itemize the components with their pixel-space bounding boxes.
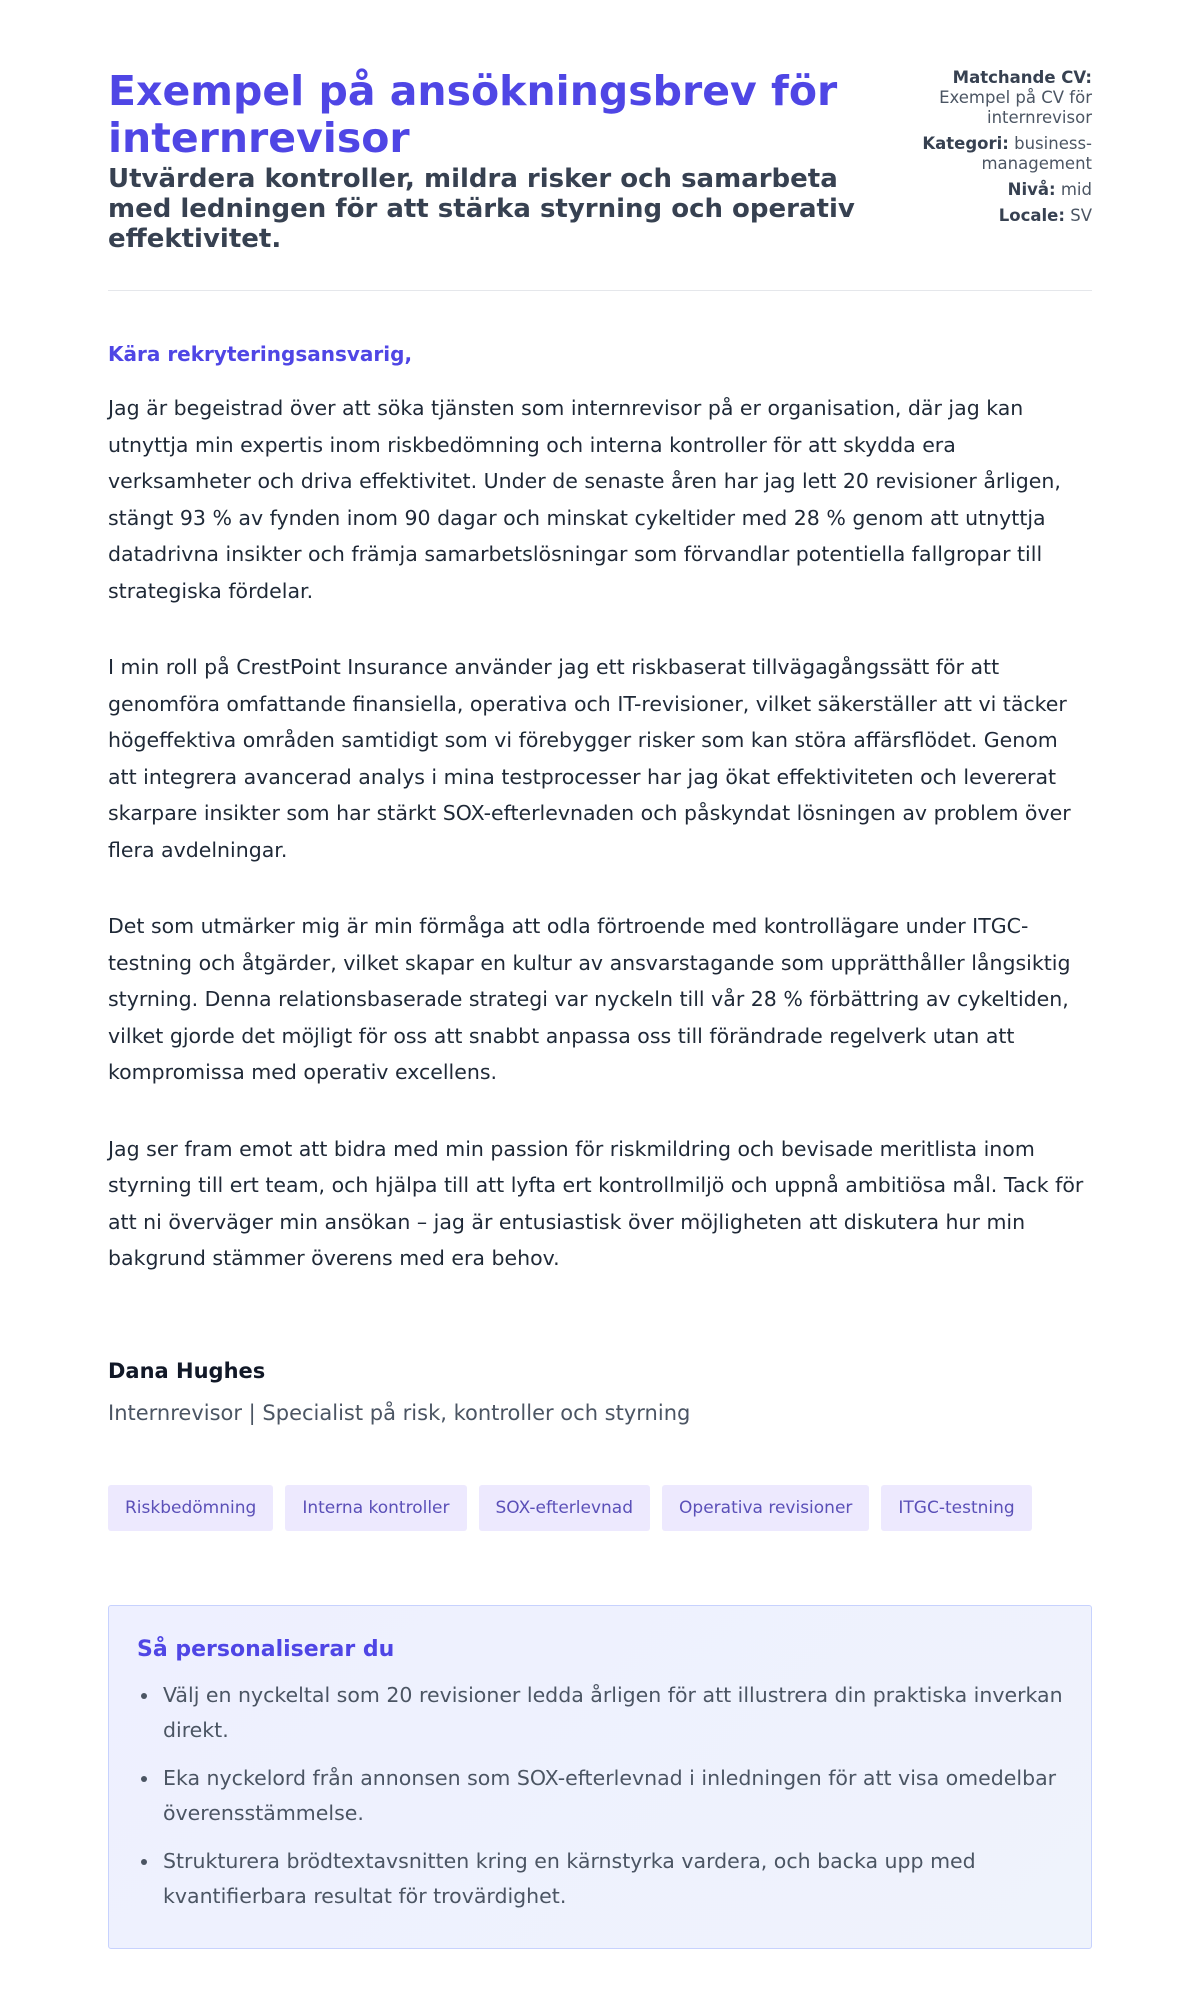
- skill-tag: Riskbedömning: [108, 1485, 273, 1531]
- tips-list: [137, 1678, 1063, 1914]
- skill-tag: Interna kontroller: [285, 1485, 466, 1531]
- meta-matching-cv-label: Matchande CV:: [952, 68, 1092, 87]
- letter-paragraph: I min roll på CrestPoint Insurance använder jag ett riskbaserat tillvägagångssätt för att genomföra omfattande finansiella, operativa och IT-revisioner, vilket säkerställer att vi täcker högeffektiva områden samtidigt som vi förebygger risker som kan störa affärsflödet. Genom att integrera avancerad analys i mina testprocesser har jag ökat effektiviteten och levererat skarpare insikter som har stärkt SOX-efterlevnaden och påskyndat lösningen av problem över flera avdelningar.: [108, 655, 1071, 862]
- page-subtitle: Utvärdera kontroller, mildra risker och samarbeta med ledningen för att stärka styrning och operativ effektivitet.: [108, 164, 855, 254]
- letter-paragraph: Det som utmärker mig är min förmåga att odla förtroende med kontrollägare under ITGC-testning och åtgärder, vilket skapar en kultur av ansvarstagande som upprätthåller långsiktig styrning. Denna relationsbaserade strategi var nyckeln till vår 28 % förbättring av cykeltiden, vilket gjorde det möjligt för oss att snabbt anpassa oss till förändrade regelverk utan att kompromissa med operativ excellens.: [108, 914, 1071, 1084]
- meta-level-value: mid: [1060, 180, 1092, 199]
- page-header: [108, 68, 1092, 291]
- letter-paragraph: Jag ser fram emot att bidra med min passion för riskmildring och bevisade meritlista inom styrning till ert team, och hjälpa till att lyfta ert kontrollmiljö och uppnå ambitiösa mål. Tack för att ni överväger min ansökan – jag är entusiastisk över möjligheten att diskutera hur min bakgrund stämmer överens med era behov.: [108, 1136, 1084, 1270]
- meta-category-label: Kategori:: [922, 134, 1009, 153]
- tips-list-item: Eka nyckelord från annonsen som SOX-efterlevnad i inledningen för att visa omedelbar överensstämmelse.: [137, 1761, 1063, 1831]
- meta-level: [863, 180, 1092, 200]
- skill-tags: [108, 1485, 1092, 1531]
- tips-list-item: Strukturera brödtextavsnitten kring en kärnstyrka vardera, och backa upp med kvantifierbara resultat för trovärdighet.: [137, 1844, 1063, 1914]
- meta-matching-cv-value: Exempel på CV för internrevisor: [939, 88, 1092, 127]
- meta-panel: [863, 68, 1092, 226]
- personalization-tips-box: [108, 1605, 1092, 1949]
- letter-paragraph: Jag är begeistrad över att söka tjänsten som internrevisor på er organisation, där jag kan utnyttja min expertis inom riskbedömning och interna kontroller för att skydda era verksamheter och driva effektivitet. Under de senaste åren har jag lett 20 revisioner årligen, stängt 93 % av fynden inom 90 dagar och minskat cykeltider med 28 % genom att utnyttja datadrivna insikter och främja samarbetslösningar som förvandlar potentiella fallgropar till strategiska fördelar.: [108, 396, 1061, 603]
- signature-role: Internrevisor | Specialist på risk, kontroller och styrning: [108, 1400, 691, 1425]
- meta-matching-cv: [863, 68, 1092, 128]
- skill-tag: SOX-efterlevnad: [479, 1485, 651, 1531]
- signature-name: Dana Hughes: [108, 1358, 266, 1383]
- tips-list-item: Välj en nyckeltal som 20 revisioner ledda årligen för att illustrera din praktiska inverkan direkt.: [137, 1678, 1063, 1748]
- skill-tag: Operativa revisioner: [662, 1485, 869, 1531]
- skill-tag: ITGC-testning: [881, 1485, 1031, 1531]
- meta-locale-value: SV: [1070, 206, 1092, 225]
- meta-locale: [863, 206, 1092, 226]
- meta-level-label: Nivå:: [1007, 180, 1056, 199]
- tips-title: Så personaliserar du: [137, 1636, 395, 1662]
- letter-greeting: Kära rekryteringsansvarig,: [108, 342, 413, 366]
- meta-locale-label: Locale:: [998, 206, 1065, 225]
- letter-paragraphs: [108, 390, 1092, 1277]
- meta-category-value: business-management: [981, 134, 1092, 173]
- header-title-block: [108, 68, 863, 254]
- letter-body: [108, 341, 1092, 1427]
- page-title: Exempel på ansökningsbrev för internrevisor: [108, 67, 838, 162]
- meta-category: [863, 134, 1092, 174]
